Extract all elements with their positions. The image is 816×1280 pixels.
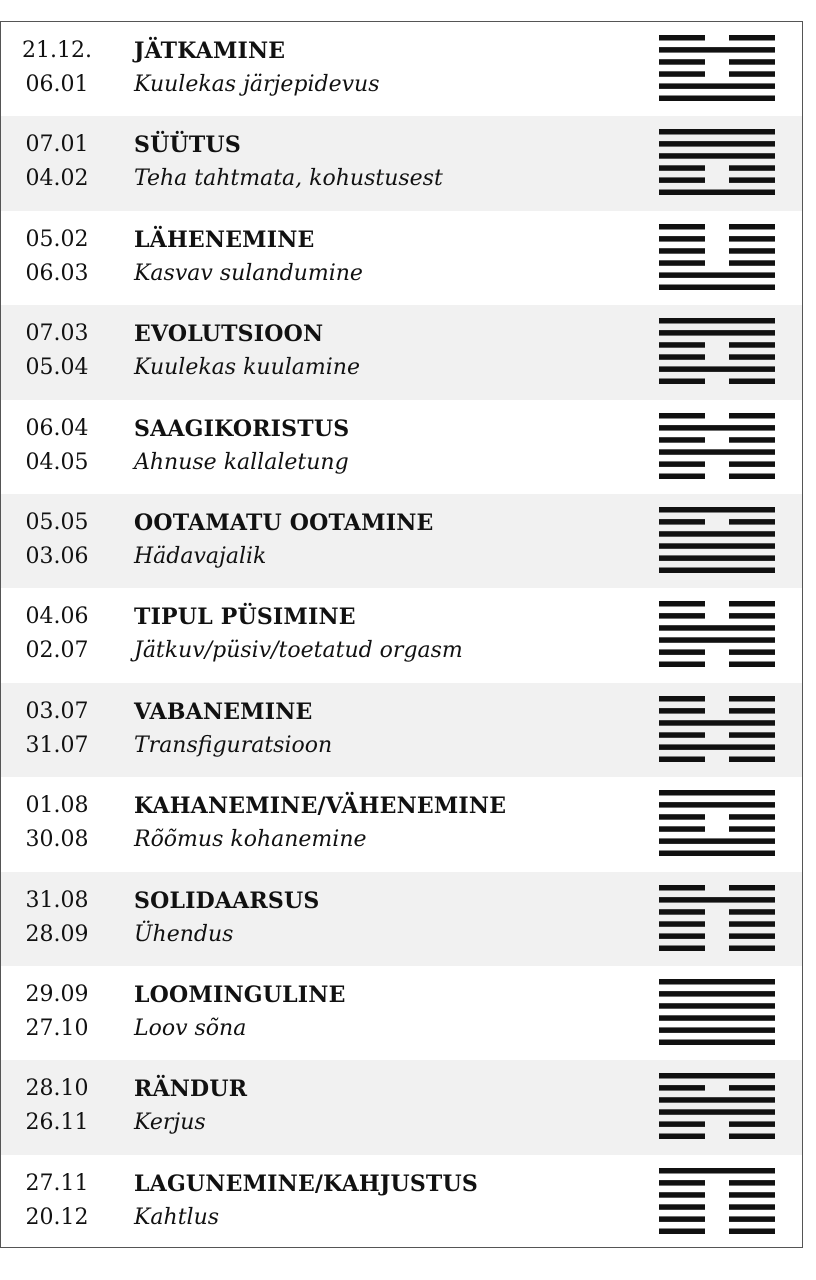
hexagram-broken-line-segment bbox=[729, 650, 775, 656]
entry-subtitle: Hädavajalik bbox=[134, 543, 267, 569]
hexagram-svg bbox=[659, 696, 775, 762]
hexagram-svg bbox=[659, 507, 775, 573]
entry-title: LÄHENEMINE bbox=[134, 226, 315, 253]
hexagram-broken-line-segment bbox=[659, 1204, 705, 1210]
hexagram-icon bbox=[659, 224, 775, 290]
hexagram-broken-line-segment bbox=[659, 379, 705, 385]
hexagram-broken-line-segment bbox=[659, 601, 705, 607]
hexagram-broken-line-segment bbox=[659, 945, 705, 951]
entry-subtitle: Kahtlus bbox=[134, 1204, 220, 1230]
end-date: 26.11 bbox=[25, 1110, 89, 1136]
hexagram-broken-line-segment bbox=[659, 71, 705, 77]
hexagram-broken-line-segment bbox=[659, 1216, 705, 1222]
table-row bbox=[1, 211, 802, 305]
hexagram-solid-line bbox=[659, 330, 775, 336]
hexagram-broken-line-segment bbox=[659, 461, 705, 467]
hexagram-solid-line bbox=[659, 979, 775, 985]
hexagram-broken-line-segment bbox=[729, 248, 775, 254]
date-range bbox=[1, 34, 113, 102]
hexagram-broken-line-segment bbox=[729, 909, 775, 915]
hexagram-icon bbox=[659, 507, 775, 573]
start-date: 05.05 bbox=[25, 509, 89, 535]
hexagram-broken-line-segment bbox=[729, 35, 775, 41]
date-range bbox=[1, 789, 113, 857]
date-range bbox=[1, 412, 113, 480]
hexagram-broken-line-segment bbox=[659, 224, 705, 230]
table-row bbox=[1, 494, 802, 588]
hexagram-broken-line-segment bbox=[659, 756, 705, 762]
hexagram-svg bbox=[659, 1073, 775, 1139]
hexagram-solid-line bbox=[659, 154, 775, 160]
hexagram-broken-line-segment bbox=[729, 696, 775, 702]
table-row bbox=[1, 1155, 802, 1248]
hexagram-solid-line bbox=[659, 1015, 775, 1021]
start-date: 07.01 bbox=[25, 132, 89, 158]
hexagram-solid-line bbox=[659, 272, 775, 278]
date-range bbox=[1, 317, 113, 385]
table-row bbox=[1, 777, 802, 871]
hexagram-solid-line bbox=[659, 1039, 775, 1045]
hexagram-icon bbox=[659, 601, 775, 667]
hexagram-broken-line-segment bbox=[659, 613, 705, 619]
entry-subtitle: Loov sõna bbox=[134, 1015, 247, 1041]
start-date: 27.11 bbox=[25, 1170, 89, 1196]
entry-subtitle: Kasvav sulandumine bbox=[134, 260, 363, 286]
hexagram-broken-line-segment bbox=[659, 885, 705, 891]
start-date: 03.07 bbox=[25, 698, 89, 724]
entry-text bbox=[134, 506, 634, 574]
entry-title: RÄNDUR bbox=[134, 1076, 248, 1103]
hexagram-broken-line-segment bbox=[659, 473, 705, 479]
end-date: 20.12 bbox=[25, 1204, 89, 1230]
end-date: 02.07 bbox=[25, 638, 89, 664]
start-date: 05.02 bbox=[25, 226, 89, 252]
end-date: 30.08 bbox=[25, 827, 89, 853]
hexagram-broken-line-segment bbox=[659, 1134, 705, 1140]
hexagram-broken-line-segment bbox=[729, 413, 775, 419]
entry-title: SÜÜTUS bbox=[134, 132, 241, 159]
entry-title: TIPUL PÜSIMINE bbox=[134, 604, 356, 631]
hexagram-solid-line bbox=[659, 1097, 775, 1103]
entry-subtitle: Ahnuse kallaletung bbox=[134, 449, 349, 475]
entry-text bbox=[134, 600, 634, 668]
hexagram-broken-line-segment bbox=[659, 236, 705, 242]
hexagram-broken-line-segment bbox=[659, 248, 705, 254]
hexagram-broken-line-segment bbox=[729, 826, 775, 832]
hexagram-solid-line bbox=[659, 141, 775, 147]
hexagram-solid-line bbox=[659, 626, 775, 632]
hexagram-calendar-table bbox=[0, 21, 803, 1248]
start-date: 31.08 bbox=[25, 887, 89, 913]
hexagram-solid-line bbox=[659, 543, 775, 549]
entry-subtitle: Transfiguratsioon bbox=[134, 732, 333, 758]
hexagram-icon bbox=[659, 318, 775, 384]
end-date: 04.05 bbox=[25, 449, 89, 475]
hexagram-broken-line-segment bbox=[729, 178, 775, 184]
hexagram-broken-line-segment bbox=[729, 260, 775, 266]
hexagram-broken-line-segment bbox=[729, 461, 775, 467]
hexagram-solid-line bbox=[659, 991, 775, 997]
hexagram-broken-line-segment bbox=[659, 921, 705, 927]
table-row bbox=[1, 872, 802, 966]
hexagram-solid-line bbox=[659, 802, 775, 808]
hexagram-solid-line bbox=[659, 507, 775, 513]
hexagram-svg bbox=[659, 1168, 775, 1234]
hexagram-solid-line bbox=[659, 839, 775, 845]
hexagram-broken-line-segment bbox=[729, 1192, 775, 1198]
start-date: 01.08 bbox=[25, 793, 89, 819]
hexagram-broken-line-segment bbox=[659, 519, 705, 525]
start-date: 28.10 bbox=[25, 1076, 89, 1102]
date-range bbox=[1, 1072, 113, 1140]
hexagram-icon bbox=[659, 413, 775, 479]
hexagram-solid-line bbox=[659, 449, 775, 455]
start-date: 07.03 bbox=[25, 321, 89, 347]
hexagram-solid-line bbox=[659, 897, 775, 903]
hexagram-svg bbox=[659, 35, 775, 101]
hexagram-broken-line-segment bbox=[729, 59, 775, 64]
entry-title: LAGUNEMINE/KAHJUSTUS bbox=[134, 1170, 478, 1197]
hexagram-broken-line-segment bbox=[659, 1122, 705, 1128]
start-date: 21.12. bbox=[22, 38, 92, 63]
entry-text bbox=[134, 128, 634, 196]
hexagram-broken-line-segment bbox=[729, 224, 775, 230]
hexagram-solid-line bbox=[659, 1027, 775, 1033]
hexagram-solid-line bbox=[659, 47, 775, 53]
hexagram-svg bbox=[659, 224, 775, 290]
entry-subtitle: Kerjus bbox=[134, 1110, 206, 1136]
hexagram-icon bbox=[659, 696, 775, 762]
hexagram-icon bbox=[659, 35, 775, 101]
hexagram-broken-line-segment bbox=[659, 732, 705, 738]
hexagram-broken-line-segment bbox=[659, 662, 705, 668]
entry-text bbox=[134, 978, 634, 1046]
date-range bbox=[1, 223, 113, 291]
hexagram-broken-line-segment bbox=[659, 35, 705, 41]
hexagram-broken-line-segment bbox=[729, 519, 775, 525]
entry-title: VABANEMINE bbox=[134, 698, 313, 725]
hexagram-solid-line bbox=[659, 851, 775, 857]
start-date: 29.09 bbox=[25, 981, 89, 1007]
hexagram-broken-line-segment bbox=[729, 437, 775, 443]
hexagram-broken-line-segment bbox=[659, 1228, 705, 1234]
date-range bbox=[1, 978, 113, 1046]
hexagram-solid-line bbox=[659, 720, 775, 726]
hexagram-solid-line bbox=[659, 367, 775, 373]
entry-text bbox=[134, 412, 634, 480]
hexagram-svg bbox=[659, 129, 775, 195]
hexagram-icon bbox=[659, 885, 775, 951]
start-date: 04.06 bbox=[25, 604, 89, 630]
table-row bbox=[1, 305, 802, 399]
entry-title: KAHANEMINE/VÄHENEMINE bbox=[134, 793, 507, 820]
entry-text bbox=[134, 223, 634, 291]
hexagram-broken-line-segment bbox=[729, 473, 775, 479]
hexagram-broken-line-segment bbox=[729, 933, 775, 939]
hexagram-broken-line-segment bbox=[659, 342, 705, 348]
table-row bbox=[1, 1060, 802, 1154]
hexagram-broken-line-segment bbox=[729, 756, 775, 762]
entry-subtitle: Rõõmus kohanemine bbox=[134, 827, 367, 853]
hexagram-solid-line bbox=[659, 83, 775, 89]
hexagram-broken-line-segment bbox=[729, 662, 775, 668]
end-date: 31.07 bbox=[25, 732, 89, 758]
hexagram-solid-line bbox=[659, 1110, 775, 1116]
entry-title: JÄTKAMINE bbox=[134, 38, 286, 64]
entry-text bbox=[134, 34, 634, 102]
table-row bbox=[1, 966, 802, 1060]
entry-subtitle: Kuulekas järjepidevus bbox=[134, 72, 380, 97]
date-range bbox=[1, 884, 113, 952]
entry-subtitle: Jätkuv/püsiv/toetatud orgasm bbox=[134, 638, 463, 664]
hexagram-broken-line-segment bbox=[729, 613, 775, 619]
hexagram-svg bbox=[659, 601, 775, 667]
entry-text bbox=[134, 884, 634, 952]
hexagram-broken-line-segment bbox=[659, 437, 705, 443]
hexagram-svg bbox=[659, 979, 775, 1045]
hexagram-broken-line-segment bbox=[659, 814, 705, 820]
date-range bbox=[1, 506, 113, 574]
hexagram-solid-line bbox=[659, 318, 775, 324]
entry-title: SAAGIKORISTUS bbox=[134, 415, 350, 442]
hexagram-broken-line-segment bbox=[659, 933, 705, 939]
date-range bbox=[1, 695, 113, 763]
hexagram-solid-line bbox=[659, 638, 775, 644]
date-range bbox=[1, 1167, 113, 1235]
hexagram-broken-line-segment bbox=[729, 1134, 775, 1140]
entry-title: OOTAMATU OOTAMINE bbox=[134, 509, 434, 536]
entry-text bbox=[134, 695, 634, 763]
end-date: 28.09 bbox=[25, 921, 89, 947]
hexagram-broken-line-segment bbox=[729, 236, 775, 242]
hexagram-broken-line-segment bbox=[729, 354, 775, 360]
entry-subtitle: Ühendus bbox=[134, 921, 234, 947]
hexagram-broken-line-segment bbox=[659, 696, 705, 702]
entry-text bbox=[134, 789, 634, 857]
hexagram-broken-line-segment bbox=[729, 1216, 775, 1222]
entry-subtitle: Kuulekas kuulamine bbox=[134, 355, 360, 381]
hexagram-broken-line-segment bbox=[659, 708, 705, 714]
hexagram-svg bbox=[659, 413, 775, 479]
hexagram-broken-line-segment bbox=[659, 260, 705, 266]
end-date: 04.02 bbox=[25, 166, 89, 192]
hexagram-broken-line-segment bbox=[659, 1192, 705, 1198]
hexagram-svg bbox=[659, 318, 775, 384]
hexagram-broken-line-segment bbox=[659, 826, 705, 832]
hexagram-broken-line-segment bbox=[729, 601, 775, 607]
hexagram-svg bbox=[659, 885, 775, 951]
hexagram-broken-line-segment bbox=[659, 1085, 705, 1091]
hexagram-solid-line bbox=[659, 129, 775, 135]
hexagram-broken-line-segment bbox=[659, 166, 705, 172]
hexagram-broken-line-segment bbox=[729, 379, 775, 385]
hexagram-broken-line-segment bbox=[729, 814, 775, 820]
entry-subtitle: Teha tahtmata, kohustusest bbox=[134, 166, 443, 192]
hexagram-broken-line-segment bbox=[659, 413, 705, 419]
hexagram-broken-line-segment bbox=[659, 354, 705, 360]
hexagram-icon bbox=[659, 1168, 775, 1234]
hexagram-broken-line-segment bbox=[729, 921, 775, 927]
hexagram-broken-line-segment bbox=[729, 945, 775, 951]
hexagram-broken-line-segment bbox=[659, 1180, 705, 1186]
hexagram-broken-line-segment bbox=[729, 1085, 775, 1091]
table-row bbox=[1, 22, 802, 116]
hexagram-broken-line-segment bbox=[729, 708, 775, 714]
entry-title: LOOMINGULINE bbox=[134, 981, 346, 1008]
end-date: 06.03 bbox=[25, 260, 89, 286]
hexagram-icon bbox=[659, 1073, 775, 1139]
end-date: 05.04 bbox=[25, 355, 89, 381]
hexagram-solid-line bbox=[659, 284, 775, 290]
hexagram-solid-line bbox=[659, 531, 775, 537]
hexagram-broken-line-segment bbox=[729, 885, 775, 891]
hexagram-broken-line-segment bbox=[729, 1122, 775, 1128]
hexagram-solid-line bbox=[659, 555, 775, 561]
end-date: 27.10 bbox=[25, 1015, 89, 1041]
hexagram-broken-line-segment bbox=[729, 1204, 775, 1210]
table-row bbox=[1, 400, 802, 494]
hexagram-broken-line-segment bbox=[729, 732, 775, 738]
hexagram-icon bbox=[659, 790, 775, 856]
entry-title: EVOLUTSIOON bbox=[134, 321, 324, 348]
hexagram-solid-line bbox=[659, 790, 775, 796]
table-row bbox=[1, 588, 802, 682]
table-row bbox=[1, 683, 802, 777]
hexagram-solid-line bbox=[659, 567, 775, 573]
start-date: 06.04 bbox=[25, 415, 89, 441]
hexagram-solid-line bbox=[659, 1073, 775, 1079]
hexagram-solid-line bbox=[659, 1003, 775, 1009]
hexagram-solid-line bbox=[659, 96, 775, 102]
date-range bbox=[1, 600, 113, 668]
hexagram-broken-line-segment bbox=[659, 909, 705, 915]
hexagram-broken-line-segment bbox=[729, 342, 775, 348]
hexagram-broken-line-segment bbox=[729, 166, 775, 172]
date-range bbox=[1, 128, 113, 196]
hexagram-solid-line bbox=[659, 190, 775, 196]
hexagram-broken-line-segment bbox=[659, 59, 705, 64]
end-date: 03.06 bbox=[25, 543, 89, 569]
hexagram-solid-line bbox=[659, 744, 775, 750]
entry-title: SOLIDAARSUS bbox=[134, 887, 320, 914]
entry-text bbox=[134, 1167, 634, 1235]
hexagram-svg bbox=[659, 790, 775, 856]
entry-text bbox=[134, 1072, 634, 1140]
hexagram-solid-line bbox=[659, 425, 775, 431]
hexagram-icon bbox=[659, 979, 775, 1045]
end-date: 06.01 bbox=[25, 72, 89, 97]
hexagram-broken-line-segment bbox=[729, 1180, 775, 1186]
entry-text bbox=[134, 317, 634, 385]
hexagram-broken-line-segment bbox=[729, 71, 775, 77]
table-row bbox=[1, 116, 802, 210]
hexagram-icon bbox=[659, 129, 775, 195]
hexagram-broken-line-segment bbox=[659, 178, 705, 184]
hexagram-solid-line bbox=[659, 1168, 775, 1174]
hexagram-broken-line-segment bbox=[729, 1228, 775, 1234]
hexagram-broken-line-segment bbox=[659, 650, 705, 656]
